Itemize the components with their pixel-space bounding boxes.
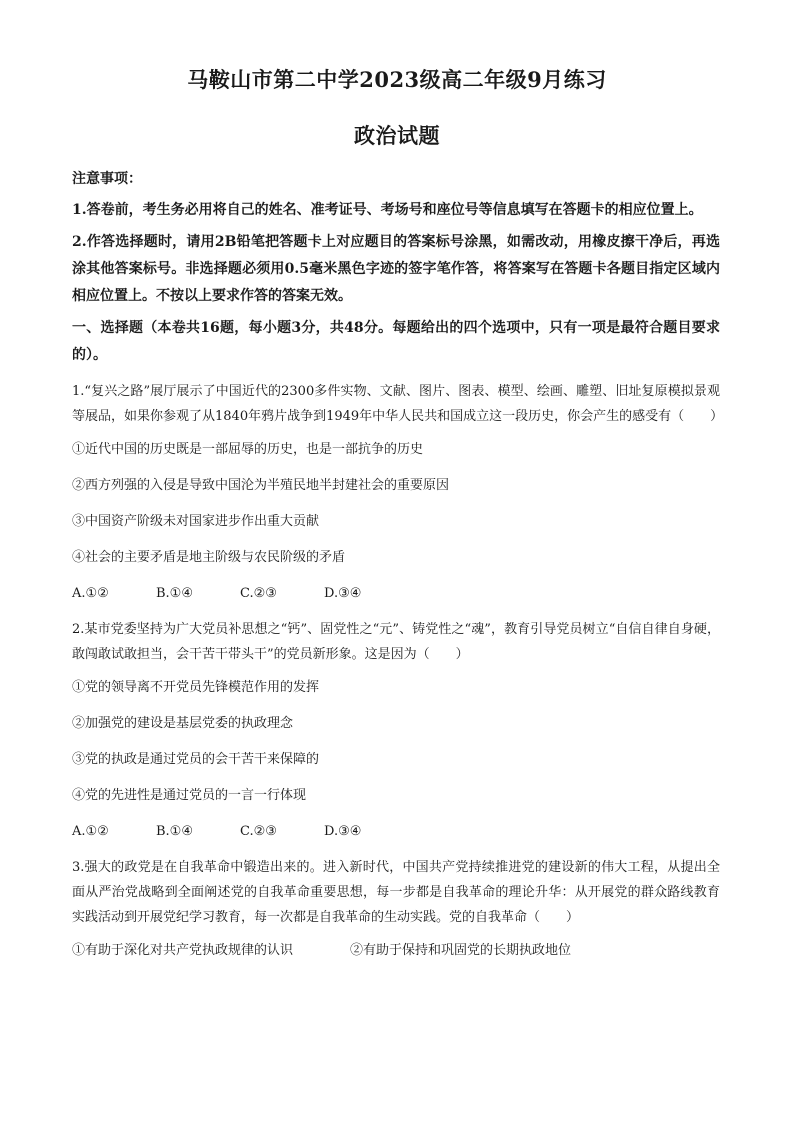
question-option: ③中国资产阶级未对国家进步作出重大贡献 — [72, 514, 320, 529]
question-stem: 1.“复兴之路”展厅展示了中国近代的2300多件实物、文献、图片、图表、模型、绘画、雕塑、旧址复原模拟景观等展品，如果你参观了从1840年鸦片战争到1949年中华人民共和国成立这一段历史，你会产生的感受有（ ） — [72, 384, 724, 424]
answer-choice-b: B.①④ — [156, 824, 193, 839]
answer-choice-c: C.②③ — [240, 586, 277, 601]
answer-choice-b: B.①④ — [156, 586, 193, 601]
answer-choice-a: A.①② — [72, 824, 109, 839]
exam-content — [72, 165, 724, 963]
question-option: ③党的执政是通过党员的会干苦干来保障的 — [72, 752, 320, 767]
answer-choices — [72, 581, 720, 606]
question-option: ④党的先进性是通过党员的一言一行体现 — [72, 788, 307, 803]
exam-title: 马鞍山市第二中学2023级高二年级9月练习 — [187, 67, 607, 92]
answer-choice-a: A.①② — [72, 586, 109, 601]
section-heading: 一、选择题（本卷共16题，每小题3分，共48分。每题给出的四个选项中，只有一项是最符合题目要求的）。 — [72, 320, 720, 363]
question-option: ①有助于深化对共产党执政规律的认识 — [72, 943, 294, 958]
answer-choice-d: D.③④ — [324, 586, 362, 601]
notice-heading: 注意事项： — [72, 171, 142, 187]
answer-choice-d: D.③④ — [324, 824, 362, 839]
question-stem: 3.强大的政党是在自我革命中锻造出来的。进入新时代，中国共产党持续推进党的建设新的伟大工程，从提出全面从严治党战略到全面阐述党的自我革命重要思想，每一步都是自我革命的理论升华：从开展党的群众路线教育实践活动到开展党纪学习教育，每一次都是自我革命的生动实践。党的自我革命（ ） — [72, 860, 720, 925]
question-option-row — [72, 938, 720, 963]
question-option: ①近代中国的历史既是一部屈辱的历史，也是一部抗争的历史 — [72, 442, 424, 457]
notice-item: 1.答卷前，考生务必用将自己的姓名、准考证号、考场号和座位号等信息填写在答题卡的相应位置上。 — [72, 202, 703, 218]
exam-subject-title: 政治试题 — [354, 123, 440, 148]
notice-item: 2.作答选择题时，请用2B铅笔把答题卡上对应题目的答案标号涂黑，如需改动，用橡皮擦干净后，再选涂其他答案标号。非选择题必须用0.5毫米黑色字迹的签字笔作答，将答案写在答题卡各题目指定区域内相应位置上。不按以上要求作答的答案无效。 — [72, 234, 720, 304]
question-option: ④社会的主要矛盾是地主阶级与农民阶级的矛盾 — [72, 550, 346, 565]
question-option: ①党的领导离不开党员先锋模范作用的发挥 — [72, 680, 320, 695]
question-option: ②加强党的建设是基层党委的执政理念 — [72, 716, 294, 731]
question-option: ②西方列强的入侵是导致中国沦为半殖民地半封建社会的重要原因 — [72, 478, 450, 493]
answer-choices — [72, 819, 720, 844]
question-option: ②有助于保持和巩固党的长期执政地位 — [350, 943, 572, 958]
answer-choice-c: C.②③ — [240, 824, 277, 839]
question-stem: 2.某市党委坚持为广大党员补思想之“钙”、固党性之“元”、铸党性之“魂”，教育引导党员树立“自信自律自身硬，敢闯敢试敢担当，会干苦干带头干”的党员新形象。这是因为（ ） — [72, 622, 720, 662]
